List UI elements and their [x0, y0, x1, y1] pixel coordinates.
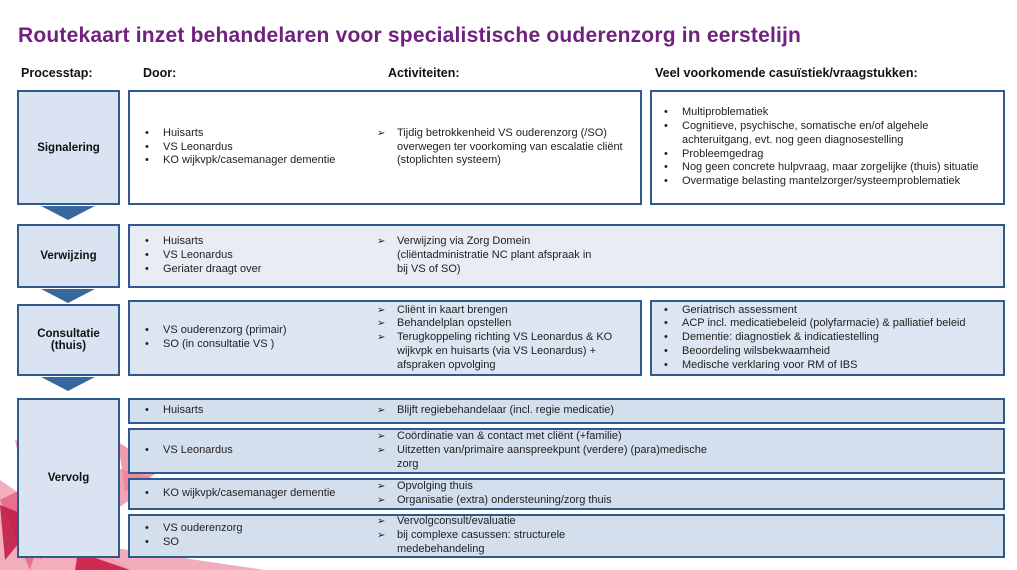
door-item: • KO wijkvpk/casemanager dementie — [145, 154, 336, 167]
arrow-bullet-icon: ➢ — [377, 332, 386, 344]
door-item: • Huisarts — [145, 126, 204, 139]
process-step-label: Vervolg — [47, 472, 90, 484]
case-item: • Nog geen concrete hulpvraag, maar zorgelijke (thuis) situatie — [664, 161, 979, 174]
casuistiek-box-consultatie — [650, 300, 1005, 376]
process-step-verwijzing — [17, 224, 120, 288]
process-step-vervolg — [17, 398, 120, 558]
case-item: • Probleemgedrag — [664, 147, 764, 160]
content-box-signalering — [128, 90, 642, 205]
case-item: • Dementie: diagnostiek & indicatiestelling — [664, 331, 879, 344]
column-header-activiteiten: Activiteiten: — [388, 66, 460, 80]
bullet-icon: • — [664, 175, 668, 188]
bullet-icon: • — [145, 487, 149, 500]
door-item: • SO — [145, 536, 179, 548]
arrow-bullet-icon: ➢ — [377, 530, 386, 542]
activity-item: ➢ Vervolgconsult/evaluatie — [377, 515, 516, 528]
content-box-verwijzing — [128, 224, 1005, 288]
bullet-icon: • — [145, 444, 149, 457]
bullet-icon: • — [145, 249, 149, 262]
door-list — [145, 444, 377, 458]
column-header-casuistiek: Veel voorkomende casuïstiek/vraagstukken: — [655, 66, 918, 80]
activity-item: ➢ Opvolging thuis — [377, 480, 473, 493]
bullet-icon: • — [145, 522, 149, 535]
activity-list — [377, 304, 632, 373]
activity-item: ➢ Coördinatie van & contact met cliënt (+familie) — [377, 430, 622, 443]
bullet-icon: • — [145, 262, 149, 275]
door-list — [145, 522, 377, 550]
door-item: • SO (in consultatie VS ) — [145, 338, 275, 350]
activity-list — [377, 515, 617, 556]
bullet-icon: • — [145, 404, 149, 417]
arrow-bullet-icon: ➢ — [377, 445, 386, 457]
activity-item: ➢ Terugkoppeling richting VS Leonardus & KO wijkvpk en huisarts (via VS Leonardus) + afspraken opvolging — [377, 331, 613, 371]
process-step-label: Verwijzing — [40, 250, 97, 262]
casuistiek-box-signalering — [650, 90, 1005, 205]
bullet-icon: • — [145, 126, 149, 139]
process-step-label: Signalering — [37, 141, 100, 154]
bullet-icon: • — [664, 161, 668, 174]
door-list — [145, 487, 377, 501]
activity-item: ➢ Verwijzing via Zorg Domein (cliëntadministratie NC plant afspraak in bij VS of SO) — [377, 235, 592, 275]
bullet-icon: • — [664, 331, 668, 344]
column-header-door: Door: — [143, 66, 177, 80]
bullet-icon: • — [664, 344, 668, 357]
bullet-icon: • — [145, 140, 149, 153]
door-item: • VS Leonardus — [145, 140, 233, 153]
vervolg-subrow-huisarts — [128, 398, 1005, 424]
case-item: • Cognitieve, psychische, somatische en/of algehele achteruitgang, evt. nog geen diagnosestelling — [664, 119, 929, 146]
door-item: • KO wijkvpk/casemanager dementie — [145, 487, 336, 500]
door-item: • VS Leonardus — [145, 444, 233, 457]
arrow-bullet-icon: ➢ — [377, 481, 386, 493]
activity-item: ➢ bij complexe casussen: structurele medebehandeling — [377, 529, 566, 555]
bullet-icon: • — [145, 154, 149, 167]
column-header-processtap: Processtap: — [21, 66, 93, 80]
bullet-icon: • — [664, 106, 668, 119]
vervolg-subrow-ko-wijkvpk — [128, 478, 1005, 510]
door-list — [145, 324, 377, 352]
activity-list — [377, 404, 1003, 418]
down-arrow-icon — [36, 377, 100, 391]
door-item: • VS ouderenzorg (primair) — [145, 324, 287, 337]
vervolg-subrow-vs-leonardus — [128, 428, 1005, 474]
door-item: • Geriater draagt over — [145, 262, 262, 275]
activity-list — [377, 480, 1003, 508]
bullet-icon: • — [664, 303, 668, 316]
case-item: • Multiproblematiek — [664, 106, 769, 119]
process-step-consultatie — [17, 304, 120, 376]
bullet-icon: • — [664, 119, 668, 132]
bullet-icon: • — [664, 147, 668, 160]
arrow-bullet-icon: ➢ — [377, 405, 386, 417]
activity-item: ➢ Blijft regiebehandelaar (incl. regie medicatie) — [377, 404, 615, 417]
arrow-bullet-icon: ➢ — [377, 304, 386, 316]
activity-list — [377, 235, 602, 276]
activity-item: ➢ Cliënt in kaart brengen — [377, 303, 508, 316]
process-step-label: Consultatie (thuis) — [37, 328, 100, 352]
case-item: • Medische verklaring voor RM of IBS — [664, 358, 858, 371]
case-item: • ACP incl. medicatiebeleid (polyfarmacie) & palliatief beleid — [664, 317, 966, 330]
down-arrow-icon — [36, 289, 100, 303]
bullet-icon: • — [145, 536, 149, 548]
door-item: • Huisarts — [145, 235, 204, 248]
door-list — [145, 127, 377, 168]
door-item: • VS Leonardus — [145, 249, 233, 262]
case-item: • Beoordeling wilsbekwaamheid — [664, 344, 830, 357]
content-box-consultatie — [128, 300, 642, 376]
process-step-signalering — [17, 90, 120, 205]
case-item: • Overmatige belasting mantelzorger/systeemproblematiek — [664, 175, 961, 188]
activity-item: ➢ Uitzetten van/primaire aanspreekpunt (verdere) (para)medische zorg — [377, 444, 707, 470]
arrow-bullet-icon: ➢ — [377, 318, 386, 330]
arrow-bullet-icon: ➢ — [377, 431, 386, 443]
arrow-bullet-icon: ➢ — [377, 127, 386, 139]
bullet-icon: • — [145, 235, 149, 248]
activity-list — [377, 127, 632, 168]
arrow-bullet-icon: ➢ — [377, 236, 386, 248]
bullet-icon: • — [664, 317, 668, 330]
arrow-bullet-icon: ➢ — [377, 516, 386, 528]
arrow-bullet-icon: ➢ — [377, 495, 386, 506]
bullet-icon: • — [664, 358, 668, 371]
case-item: • Geriatrisch assessment — [664, 303, 797, 316]
activity-item: ➢ Tijdig betrokkenheid VS ouderenzorg (/SO) overwegen ter voorkoming van escalatie cliënt (stoplichten systeem) — [377, 126, 623, 167]
down-arrow-icon — [36, 206, 100, 220]
bullet-icon: • — [145, 324, 149, 337]
door-item: • VS ouderenzorg — [145, 522, 243, 535]
door-list — [145, 235, 377, 276]
activity-item: ➢ Organisatie (extra) ondersteuning/zorg thuis — [377, 494, 612, 506]
bullet-icon: • — [145, 338, 149, 350]
activity-item: ➢ Behandelplan opstellen — [377, 317, 512, 330]
door-item: • Huisarts — [145, 404, 204, 417]
activity-list — [377, 430, 727, 471]
door-list — [145, 404, 377, 418]
page-title: Routekaart inzet behandelaren voor specialistische ouderenzorg in eerstelijn — [18, 24, 802, 47]
vervolg-subrow-vs-ouderenzorg-so — [128, 514, 1005, 558]
